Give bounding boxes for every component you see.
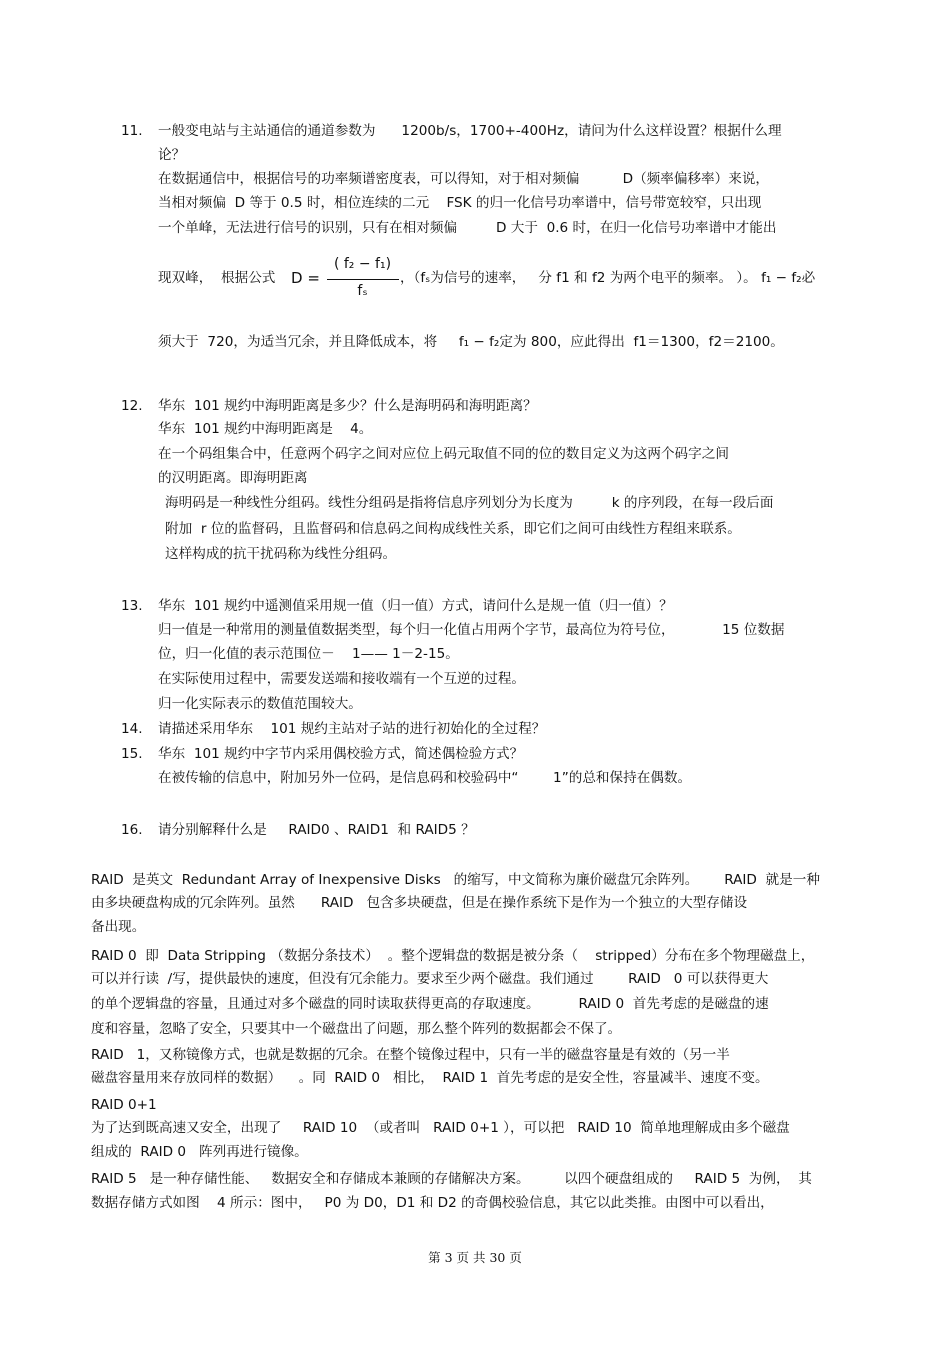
- formula-denominator: fₛ: [357, 283, 368, 299]
- question-text: 华东 101 规约中遥测值采用规一值（归一值）方式，请问什么是规一值（归一值）？: [158, 598, 673, 614]
- raid0-text: 可以并行读 /写，提供最快的速度，但没有冗余能力。要求至少两个磁盘。我们通过 RAID 0 可以获得更大: [91, 971, 769, 987]
- answer-text: 华东 101 规约中海明距离是 4。: [158, 421, 373, 437]
- question-text: 华东 101 规约中海明距离是多少？什么是海明码和海明距离？: [158, 398, 537, 414]
- raid0-text: 的单个逻辑盘的容量，且通过对多个磁盘的同时读取获得更高的存取速度。 RAID 0 首先考虑的是磁盘的速: [91, 996, 769, 1012]
- item-number: 15.: [121, 746, 143, 762]
- question-text: 请分别解释什么是 RAID0 、RAID1 和 RAID5 ？: [158, 822, 475, 838]
- raid1-text: 磁盘容量用来存放同样的数据） 。同 RAID 0 相比， RAID 1 首先考虑的是安全性，容量减半、速度不变。: [91, 1070, 769, 1086]
- item-number: 13.: [121, 598, 143, 614]
- raid01-text: 为了达到既高速又安全，出现了 RAID 10 （或者叫 RAID 0+1 ），可以把 RAID 10 简单地理解成由多个磁盘: [91, 1120, 790, 1136]
- raid01-heading: RAID 0+1: [91, 1097, 157, 1113]
- answer-text: 一个单峰，无法进行信号的识别，只有在相对频偏 D 大于 0.6 时，在归一化信号功率谱中才能出: [158, 220, 777, 236]
- raid0-text: RAID 0 即 Data Stripping （数据分条技术） 。整个逻辑盘的数据是被分条（ stripped）分布在多个物理磁盘上，: [91, 948, 815, 964]
- page-footer: 第 3 页 共 30 页: [428, 1250, 522, 1265]
- question-text: 一般变电站与主站通信的通道参数为 1200b/s，1700+-400Hz，请问为什么这样设置？根据什么理: [158, 123, 782, 139]
- answer-text: 海明码是一种线性分组码。线性分组码是指将信息序列划分为长度为 k 的序列段，在每一段后面: [165, 495, 774, 511]
- answer-text: 附加 r 位的监督码，且监督码和信息码之间构成线性关系，即它们之间可由线性方程组来联系。: [165, 521, 741, 537]
- raid01-text: 组成的 RAID 0 阵列再进行镜像。: [91, 1144, 308, 1160]
- answer-text: 位，归一化值的表示范围位－ 1—— 1－2-15。: [158, 646, 459, 662]
- item-number: 11.: [121, 123, 143, 139]
- answer-text: 的汉明距离。即海明距离: [158, 470, 308, 486]
- answer-text: 须大于 720，为适当冗余，并且降低成本，将 f₁ − f₂定为 800，应此得出 f1＝1300，f2＝2100。: [158, 334, 784, 350]
- answer-text: 在数据通信中，根据信号的功率频谱密度表，可以得知，对于相对频偏 D（频率偏移率）来说，: [158, 171, 770, 187]
- formula-lhs: D =: [291, 269, 320, 287]
- raid-intro-text: 备出现。: [91, 919, 146, 935]
- raid5-text: RAID 5 是一种存储性能、 数据安全和存储成本兼顾的存储解决方案。 以四个硬盘组成的 RAID 5 为例， 其: [91, 1171, 812, 1187]
- raid1-text: RAID 1，又称镜像方式，也就是数据的冗余。在整个镜像过程中，只有一半的磁盘容量是有效的（另一半: [91, 1047, 730, 1063]
- fraction-bar: [327, 279, 399, 280]
- answer-text: ，（fₛ为信号的速率， 分 f1 和 f2 为两个电平的频率。 ）。 f₁ − f₂必: [400, 270, 816, 286]
- answer-text: 这样构成的抗干扰码称为线性分组码。: [165, 546, 397, 562]
- answer-text: 在实际使用过程中，需要发送端和接收端有一个互逆的过程。: [158, 671, 526, 687]
- question-text: 华东 101 规约中字节内采用偶校验方式，简述偶检验方式？: [158, 746, 524, 762]
- answer-text: 归一值是一种常用的测量值数据类型，每个归一化值占用两个字节，最高位为符号位， 15 位数据: [158, 622, 785, 638]
- item-number: 12.: [121, 398, 143, 414]
- answer-text: 现双峰， 根据公式: [158, 270, 276, 286]
- raid-intro-text: 由多块硬盘构成的冗余阵列。虽然 RAID 包含多块硬盘，但是在操作系统下是作为一个独立的大型存储设: [91, 895, 748, 911]
- item-number: 16.: [121, 822, 143, 838]
- raid0-text: 度和容量，忽略了安全，只要其中一个磁盘出了问题，那么整个阵列的数据都会不保了。: [91, 1021, 622, 1037]
- answer-text: 当相对频偏 D 等于 0.5 时，相位连续的二元 FSK 的归一化信号功率谱中，信号带宽较窄，只出现: [158, 195, 762, 211]
- answer-text: 在一个码组集合中，任意两个码字之间对应位上码元取值不同的位的数目定义为这两个码字之间: [158, 446, 729, 462]
- raid-intro-text: RAID 是英文 Redundant Array of Inexpensive Disks 的缩写，中文简称为廉价磁盘冗余阵列。 RAID 就是一种: [91, 872, 820, 888]
- answer-text: 归一化实际表示的数值范围较大。: [158, 696, 362, 712]
- formula-numerator: ( f₂ − f₁): [333, 256, 392, 272]
- answer-text: 在被传输的信息中，附加另外一位码，是信息码和校验码中“ 1”的总和保持在偶数。: [158, 770, 692, 786]
- raid5-text: 数据存储方式如图 4 所示：图中， P0 为 D0，D1 和 D2 的奇偶校验信息，其它以此类推。由图中可以看出，: [91, 1195, 774, 1211]
- question-text: 论？: [158, 147, 186, 163]
- item-number: 14.: [121, 721, 143, 737]
- question-text: 请描述采用华东 101 规约主站对子站的进行初始化的全过程？: [158, 721, 546, 737]
